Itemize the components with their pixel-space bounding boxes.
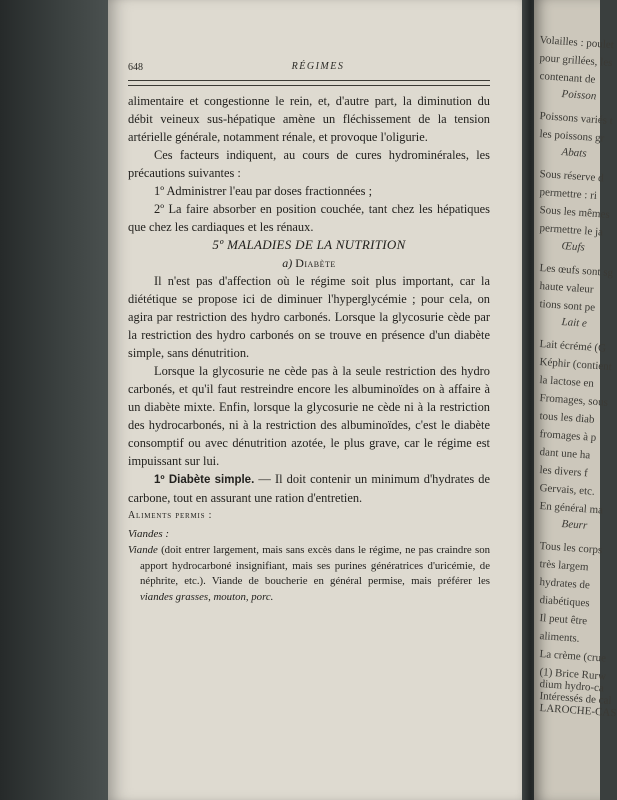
facing-page-line: très largem <box>539 558 589 574</box>
subsection-heading <box>128 254 490 272</box>
viande-entry <box>128 543 490 605</box>
facing-page-line: Il peut être <box>539 612 588 628</box>
header-rule <box>128 80 490 86</box>
facing-page-line: Poissons variés t <box>539 110 614 128</box>
facing-page-line: hydrates de <box>539 576 591 592</box>
facing-page-line: les divers f <box>539 464 589 480</box>
facing-page-line: Képhir (contient <box>539 356 613 374</box>
book-page <box>108 0 528 800</box>
facing-page-line: Poisson <box>561 88 597 103</box>
book-binding-edge <box>0 0 110 800</box>
facing-page-line: Beurr <box>561 518 588 532</box>
aliments-permis-heading: Aliments permis : <box>128 510 213 521</box>
facing-page-line: En général ma <box>539 500 604 517</box>
facing-page-line: tous les diab <box>539 410 595 426</box>
viande-sep: , <box>208 590 214 603</box>
facing-page-line: Volailles : poulet <box>539 34 615 52</box>
facing-page-line: fromages à p <box>539 428 597 444</box>
page-body <box>128 92 490 605</box>
facing-page-line: LAROCHE-CAS <box>539 702 617 720</box>
facing-page-line: Sous réserve d <box>539 168 604 185</box>
page-number: 648 <box>128 62 143 73</box>
paragraph-diabete-simple <box>128 470 490 507</box>
viandes-heading: Viandes : <box>128 528 170 540</box>
diabete-simple-text: — Il doit contenir un minimum d'hydrates de carbone, tout en assurant une ration d'entretien. <box>128 472 490 505</box>
facing-page-line: tions sont pe <box>539 298 596 314</box>
facing-page-line: Sous les mêmes <box>539 204 611 221</box>
facing-page-line: contenant de <box>539 70 596 86</box>
facing-page-line: Fromages, sous <box>539 392 609 409</box>
running-head <box>128 60 508 80</box>
facing-page-line: dant une ha <box>539 446 591 462</box>
diabete-simple-lead: 1º Diabète simple. <box>154 474 255 486</box>
facing-page-line: la lactose en <box>539 374 595 390</box>
facing-page-line: diabétiques <box>539 594 590 610</box>
facing-page-line: Intéressés de cal <box>539 690 612 707</box>
viande-last: mouton, porc. <box>213 590 274 603</box>
facing-page-line: Œufs <box>561 240 586 254</box>
paragraph-diabete-types: Lorsque la glycosurie ne cède pas à la seule restriction des hydro carbonés, et qu'il faut restreindre encore les albuminoïdes on à affaire à un diabète mixte. Enfin, lorsque la glycosurie ne cède ni à la restriction des hydrocarbonés, ni à la restriction des albuminoïdes, c'est le diabète consomptif ou avec dénutrition azotée, le plus grave, car le régime est impuissant sur lui. <box>128 364 490 468</box>
facing-page-line: Abats <box>561 146 588 160</box>
viande-grasses: viandes grasses <box>140 590 209 603</box>
precaution-item-2: 2º La faire absorber en position couchée, tant chez les hépatiques que chez les cardiaques et les rénaux. <box>128 202 490 234</box>
precaution-item-1: 1º Administrer l'eau par doses fractionnées ; <box>154 184 373 198</box>
facing-page-line: Les œufs sont sg <box>539 262 614 280</box>
facing-page-line: Gervais, etc. <box>539 482 596 498</box>
facing-page-line: La crème (crue <box>539 648 607 665</box>
section-heading: 5º MALADIES DE LA NUTRITION <box>212 237 406 252</box>
viande-text: (doit entrer largement, mais sans excès dans le régime, ne pas craindre son apport hydrocarboné insignifiant, mais ses purines génératrices d'uricémie, de néphrite, etc.). Viande de boucherie en général permise, mais préférer les <box>140 544 490 587</box>
facing-page-line: (1) Brice Rurw <box>539 666 607 683</box>
subsection-prefix: a) <box>282 256 293 270</box>
facing-page <box>534 0 617 800</box>
viande-term: Viande <box>128 544 158 556</box>
running-title: RÉGIMES <box>291 61 345 72</box>
facing-page-line: pour grillées, les <box>539 52 613 70</box>
paragraph-continuation: alimentaire et congestionne le rein, et, d'autre part, la diminution du débit veineux sus-hépatique amène un fléchissement de la tension artérielle générale, notamment rénale, et provoque l'oligurie. <box>128 94 490 144</box>
facing-page-line: aliments. <box>539 630 580 645</box>
facing-page-line: les poissons gr <box>539 128 605 145</box>
facing-page-line: Tous les corps <box>539 540 603 557</box>
facing-page-line: Lait e <box>561 316 588 330</box>
paragraph-precautions: Ces facteurs indiquent, au cours de cures hydrominérales, les précautions suivantes : <box>128 148 490 180</box>
facing-page-line: dium hydro-ca <box>539 678 605 695</box>
subsection-title: Diabète <box>295 256 336 270</box>
facing-page-line: Lait écrémé (G <box>539 338 607 355</box>
paragraph-diabete-intro: Il n'est pas d'affection où le régime soit plus important, car la diététique se propose ici de diminuer l'hyperglycémie ; pour cela, on agira par restriction des hydro carbonés. Lorsque la glycosurie cède par la restriction des hydro carbonés on se trouve en présence d'un diabète simple, sans dénutrition. <box>128 274 490 360</box>
facing-page-line: haute valeur <box>539 280 594 296</box>
facing-page-line: permettre : ri <box>539 186 598 202</box>
facing-page-line: permettre le ja <box>539 222 604 239</box>
